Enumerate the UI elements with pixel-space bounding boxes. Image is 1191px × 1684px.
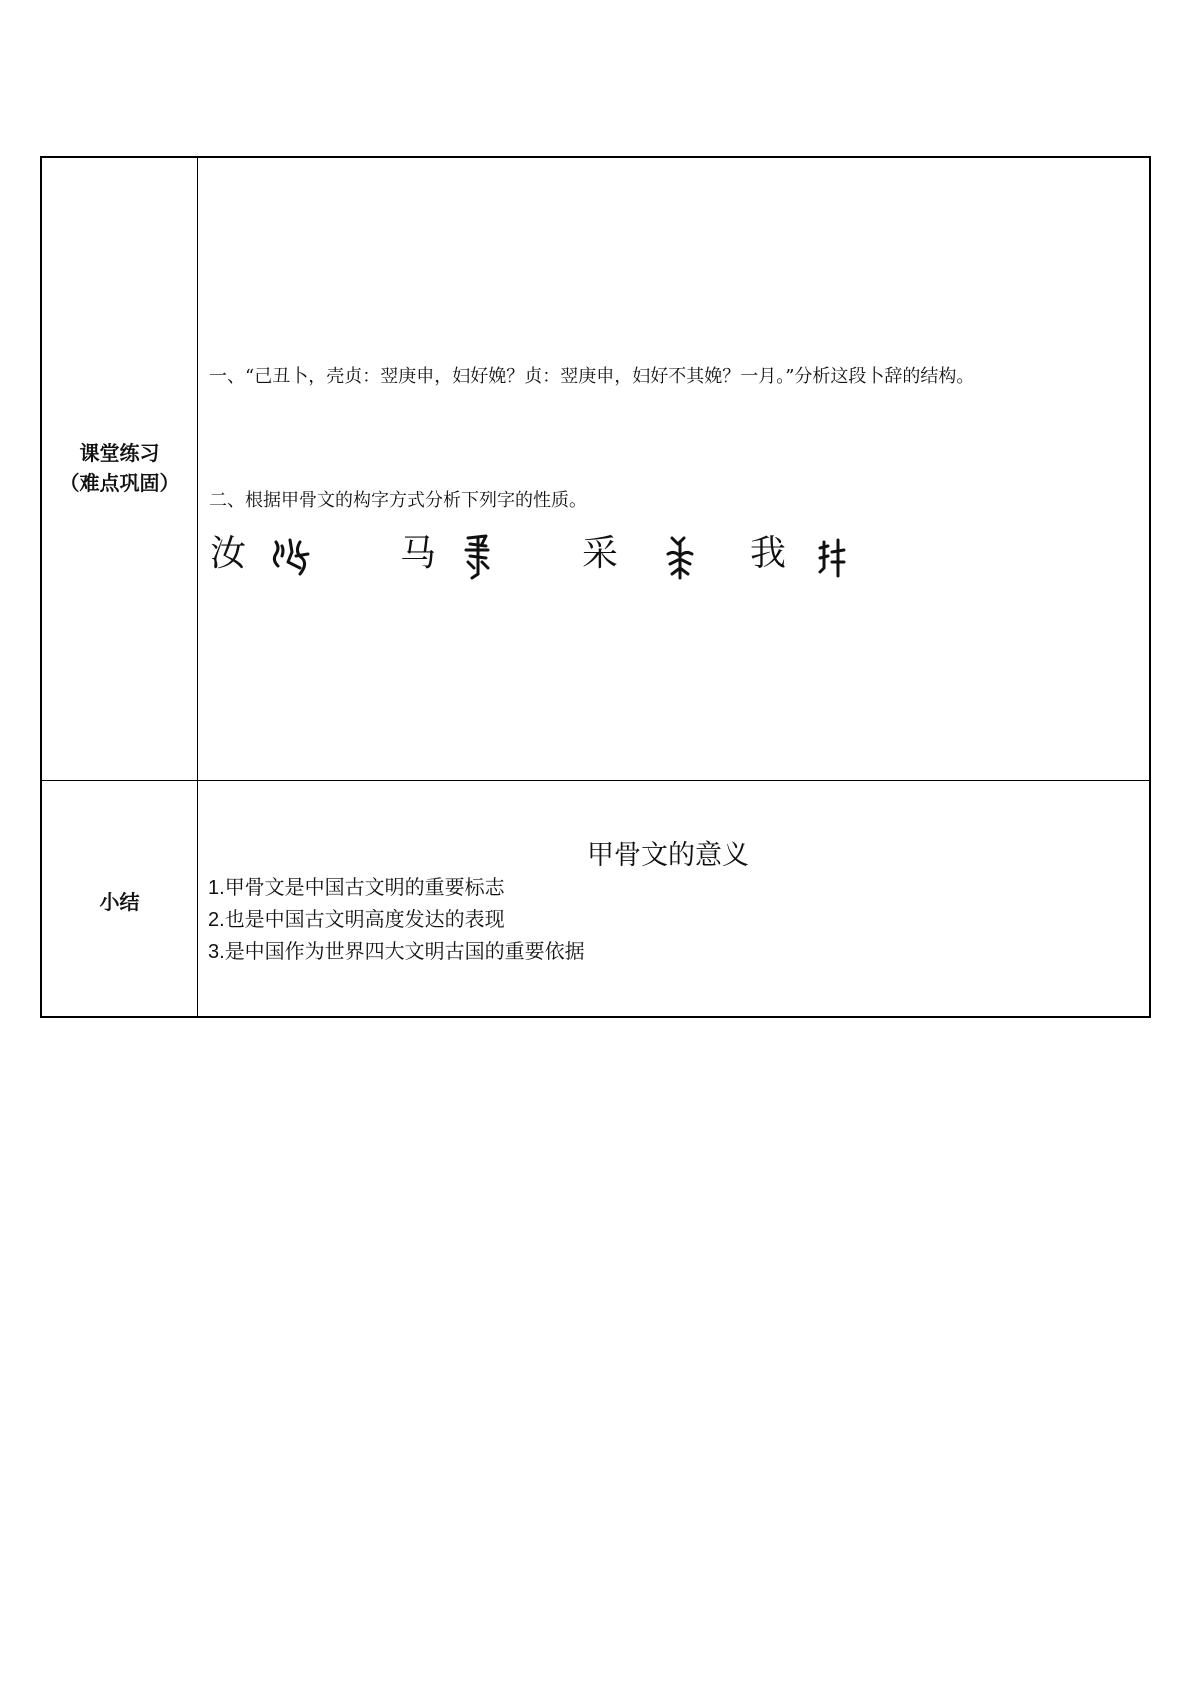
item-number: 2.: [208, 909, 225, 931]
practice-label: [42, 438, 197, 498]
practice-label-line2: （难点巩固）: [59, 471, 180, 495]
modern-character: 采: [582, 533, 619, 574]
lesson-table: [40, 156, 1151, 1018]
item-number: 3.: [208, 941, 225, 963]
summary-title: 甲骨文的意义: [587, 840, 749, 871]
summary-list: [208, 872, 585, 968]
list-item: [208, 936, 585, 968]
row-divider: [42, 780, 1149, 781]
modern-character: 马: [400, 533, 437, 574]
list-item: [208, 872, 585, 904]
oracle-ma-icon: [456, 532, 500, 580]
column-divider: [197, 158, 198, 1016]
item-text: 甲骨文是中国古文明的重要标志: [224, 875, 505, 899]
oracle-ru-icon: [270, 532, 314, 580]
item-text: 是中国作为世界四大文明古国的重要依据: [224, 939, 585, 963]
item-number: 1.: [208, 877, 225, 899]
item-text: 也是中国古文明高度发达的表现: [224, 907, 505, 931]
modern-character: 汝: [210, 533, 247, 574]
list-item: [208, 904, 585, 936]
practice-label-line1: 课堂练习: [79, 441, 160, 465]
summary-label: 小结: [99, 890, 140, 914]
oracle-cai-icon: [658, 532, 702, 580]
modern-character: 我: [750, 533, 787, 574]
question-2: 二、根据甲骨文的构字方式分析下列字的性质。: [209, 490, 587, 511]
oracle-wo-icon: [812, 532, 856, 580]
question-1: 一、“己丑卜，壳贞：翌庚申，妇好娩？贞：翌庚申，妇好不其娩？一月。”分析这段卜辞的结构。: [209, 366, 975, 387]
